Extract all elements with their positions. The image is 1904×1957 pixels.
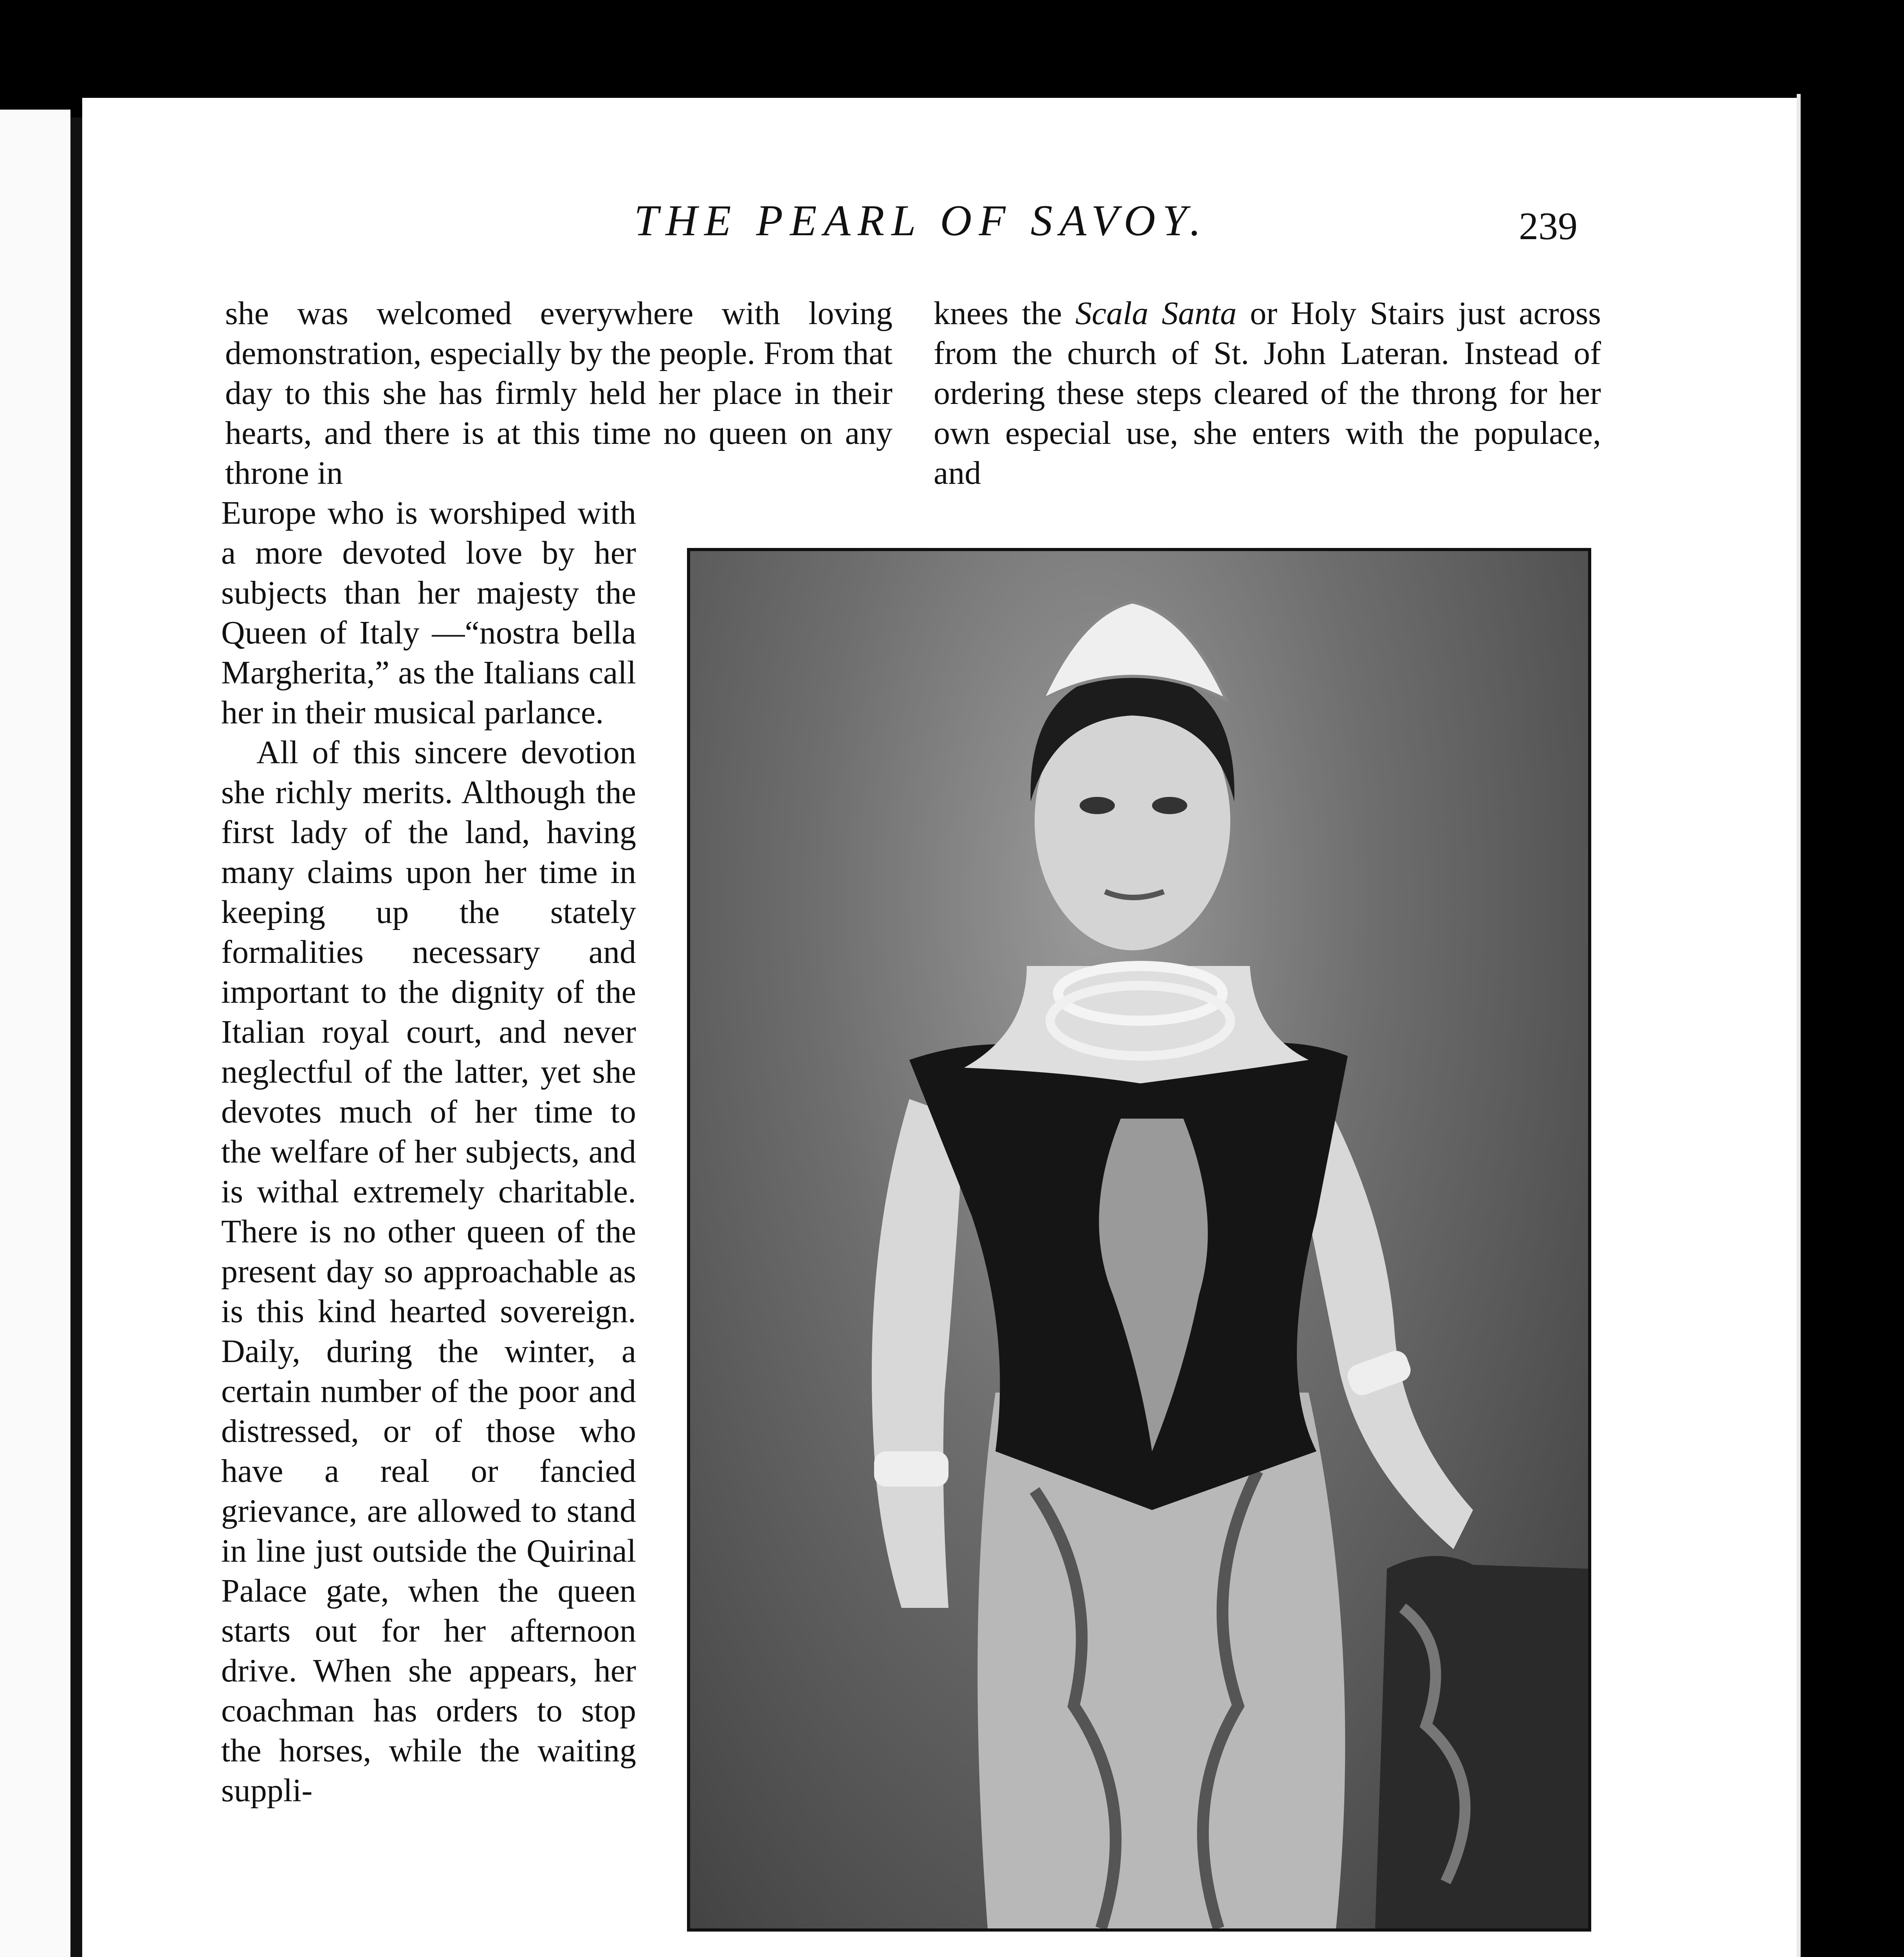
left-page-sliver	[0, 110, 70, 1957]
binding-edge	[70, 117, 82, 1957]
right-column-top	[934, 294, 1601, 493]
paragraph	[934, 294, 1601, 493]
paragraph: All of this sincere devotion she richly merits. Although the first lady of the land, having many claims upon her time in keeping up the stately formalities necessary and important to the dignity of the Italian royal court, and never neglectful of the latter, yet she devotes much of her time to the welfare of her subjects, and is withal extremely charitable. There is no other queen of the present day so approachable as is this kind hearted sovereign. Daily, during the winter, a certain number of the poor and distressed, or of those who have a real or fancied grievance, are allowed to stand in line just outside the Quirinal Palace gate, when the queen starts out for her afternoon drive. When she appears, her coachman has orders to stop the horses, while the waiting suppli-	[221, 734, 636, 1809]
portrait-illustration	[690, 551, 1588, 1928]
left-arm	[872, 1099, 964, 1608]
page-number: 239	[1519, 204, 1578, 248]
paragraph: Europe who is worshiped with a more devoted love by her subjects than her majesty the Queen of Italy —“nostra bella Margherita,” as the Italians call her in their musical parlance.	[221, 495, 636, 731]
text-run: knees the	[934, 295, 1076, 332]
page-edge	[1797, 94, 1801, 1957]
paragraph: she was welcomed everywhere with loving demonstration, especially by the people. From that day to this she has firmly held her place in their hearts, and there is at this time no queen on any throne in	[225, 295, 892, 491]
left-column-narrow	[221, 493, 636, 1811]
eye	[1080, 797, 1115, 814]
running-title: THE PEARL OF SAVOY.	[634, 196, 1208, 245]
left-column-top	[225, 294, 892, 493]
bracelet	[874, 1451, 948, 1487]
queen-portrait-photo	[687, 548, 1591, 1932]
eye	[1152, 797, 1187, 814]
text-run: or Holy Stairs just across from the church of St. John Lateran. Instead of ordering these steps cleared of the throng for her own especial use, she enters with the populace, and	[934, 295, 1601, 491]
italic-term: Scala Santa	[1075, 295, 1237, 332]
